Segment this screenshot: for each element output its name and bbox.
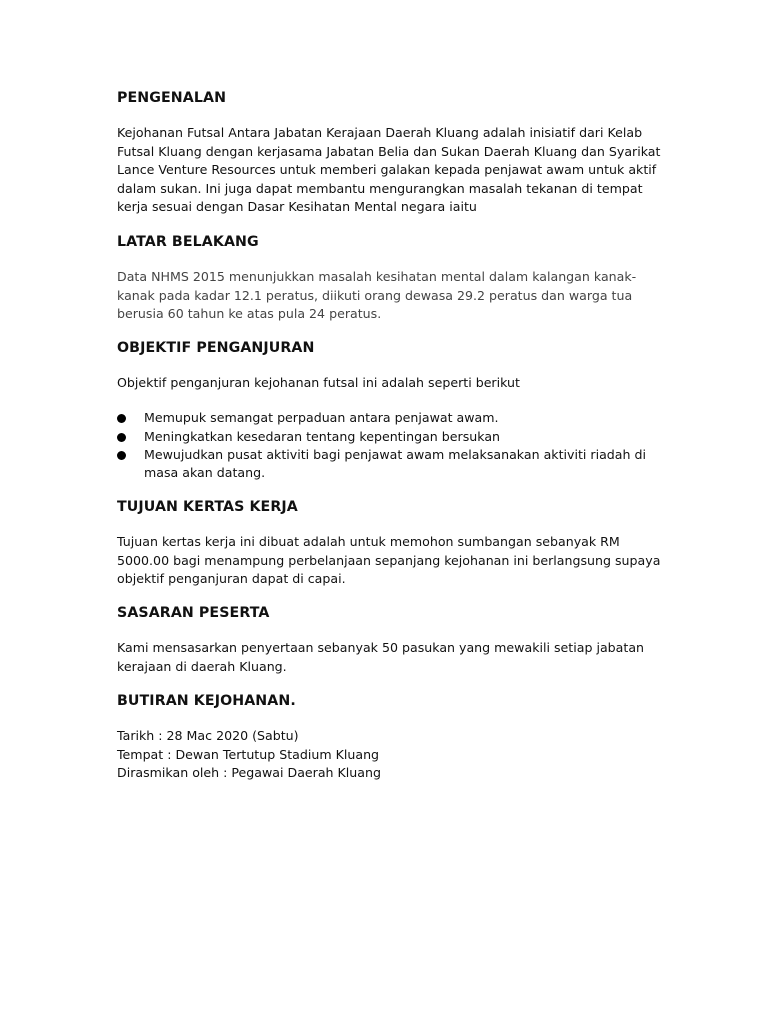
detail-tarikh: Tarikh : 28 Mac 2020 (Sabtu)	[117, 728, 299, 744]
heading-objektif: OBJEKTIF PENGANJURAN	[117, 339, 315, 356]
paragraph-pengenalan: Kejohanan Futsal Antara Jabatan Kerajaan Daerah Kluang adalah inisiatif dari Kelab Futsal Kluang dengan kerjasama Jabatan Belia dan Sukan Daerah Kluang dan Syarikat Lance Venture Resources untuk memberi galakan kepada penjawat awam untuk aktif dalam sukan. Ini juga dapat membantu mengurangkan masalah tekanan di tempat kerja sesuai dengan Dasar Kesihatan Mental negara iaitu	[117, 125, 661, 215]
list-item	[117, 409, 662, 427]
heading-butiran: BUTIRAN KEJOHANAN.	[117, 693, 296, 710]
butiran-details	[117, 727, 662, 783]
list-item-text: Meningkatkan kesedaran tentang kepentingan bersukan	[144, 428, 501, 444]
bullet-dot-icon	[117, 433, 126, 442]
paragraph-latar-belakang: Data NHMS 2015 menunjukkan masalah kesihatan mental dalam kalangan kanak-kanak pada kadar 12.1 peratus, diikuti orang dewasa 29.2 peratus dan warga tua berusia 60 tahun ke atas pula 24 peratus.	[117, 268, 637, 322]
heading-tujuan: TUJUAN KERTAS KERJA	[117, 499, 298, 516]
paragraph-sasaran: Kami mensasarkan penyertaan sebanyak 50 pasukan yang mewakili setiap jabatan kerajaan di daerah Kluang.	[117, 639, 645, 674]
detail-tempat: Tempat : Dewan Tertutup Stadium Kluang	[117, 746, 380, 762]
list-item-text: Mewujudkan pusat aktiviti bagi penjawat awam melaksanakan aktiviti riadah di masa akan datang.	[144, 446, 646, 480]
bullet-dot-icon	[117, 451, 126, 460]
heading-pengenalan: PENGENALAN	[117, 90, 227, 106]
bullet-dot-icon	[117, 414, 126, 423]
heading-latar-belakang: LATAR BELAKANG	[117, 233, 259, 250]
list-item-text: Memupuk semangat perpaduan antara penjawat awam.	[144, 410, 499, 426]
paragraph-objektif-intro: Objektif penganjuran kejohanan futsal ini adalah seperti berikut	[117, 374, 520, 390]
list-item	[117, 446, 662, 482]
objektif-list	[117, 409, 662, 482]
list-item	[117, 428, 662, 446]
paragraph-tujuan: Tujuan kertas kerja ini dibuat adalah untuk memohon sumbangan sebanyak RM 5000.00 bagi menampung perbelanjaan sepanjang kejohanan ini berlangsung supaya objektif penganjuran dapat di capai.	[117, 534, 661, 587]
detail-dirasmikan: Dirasmikan oleh : Pegawai Daerah Kluang	[117, 765, 381, 781]
document-page	[117, 89, 662, 783]
heading-sasaran: SASARAN PESERTA	[117, 604, 270, 621]
